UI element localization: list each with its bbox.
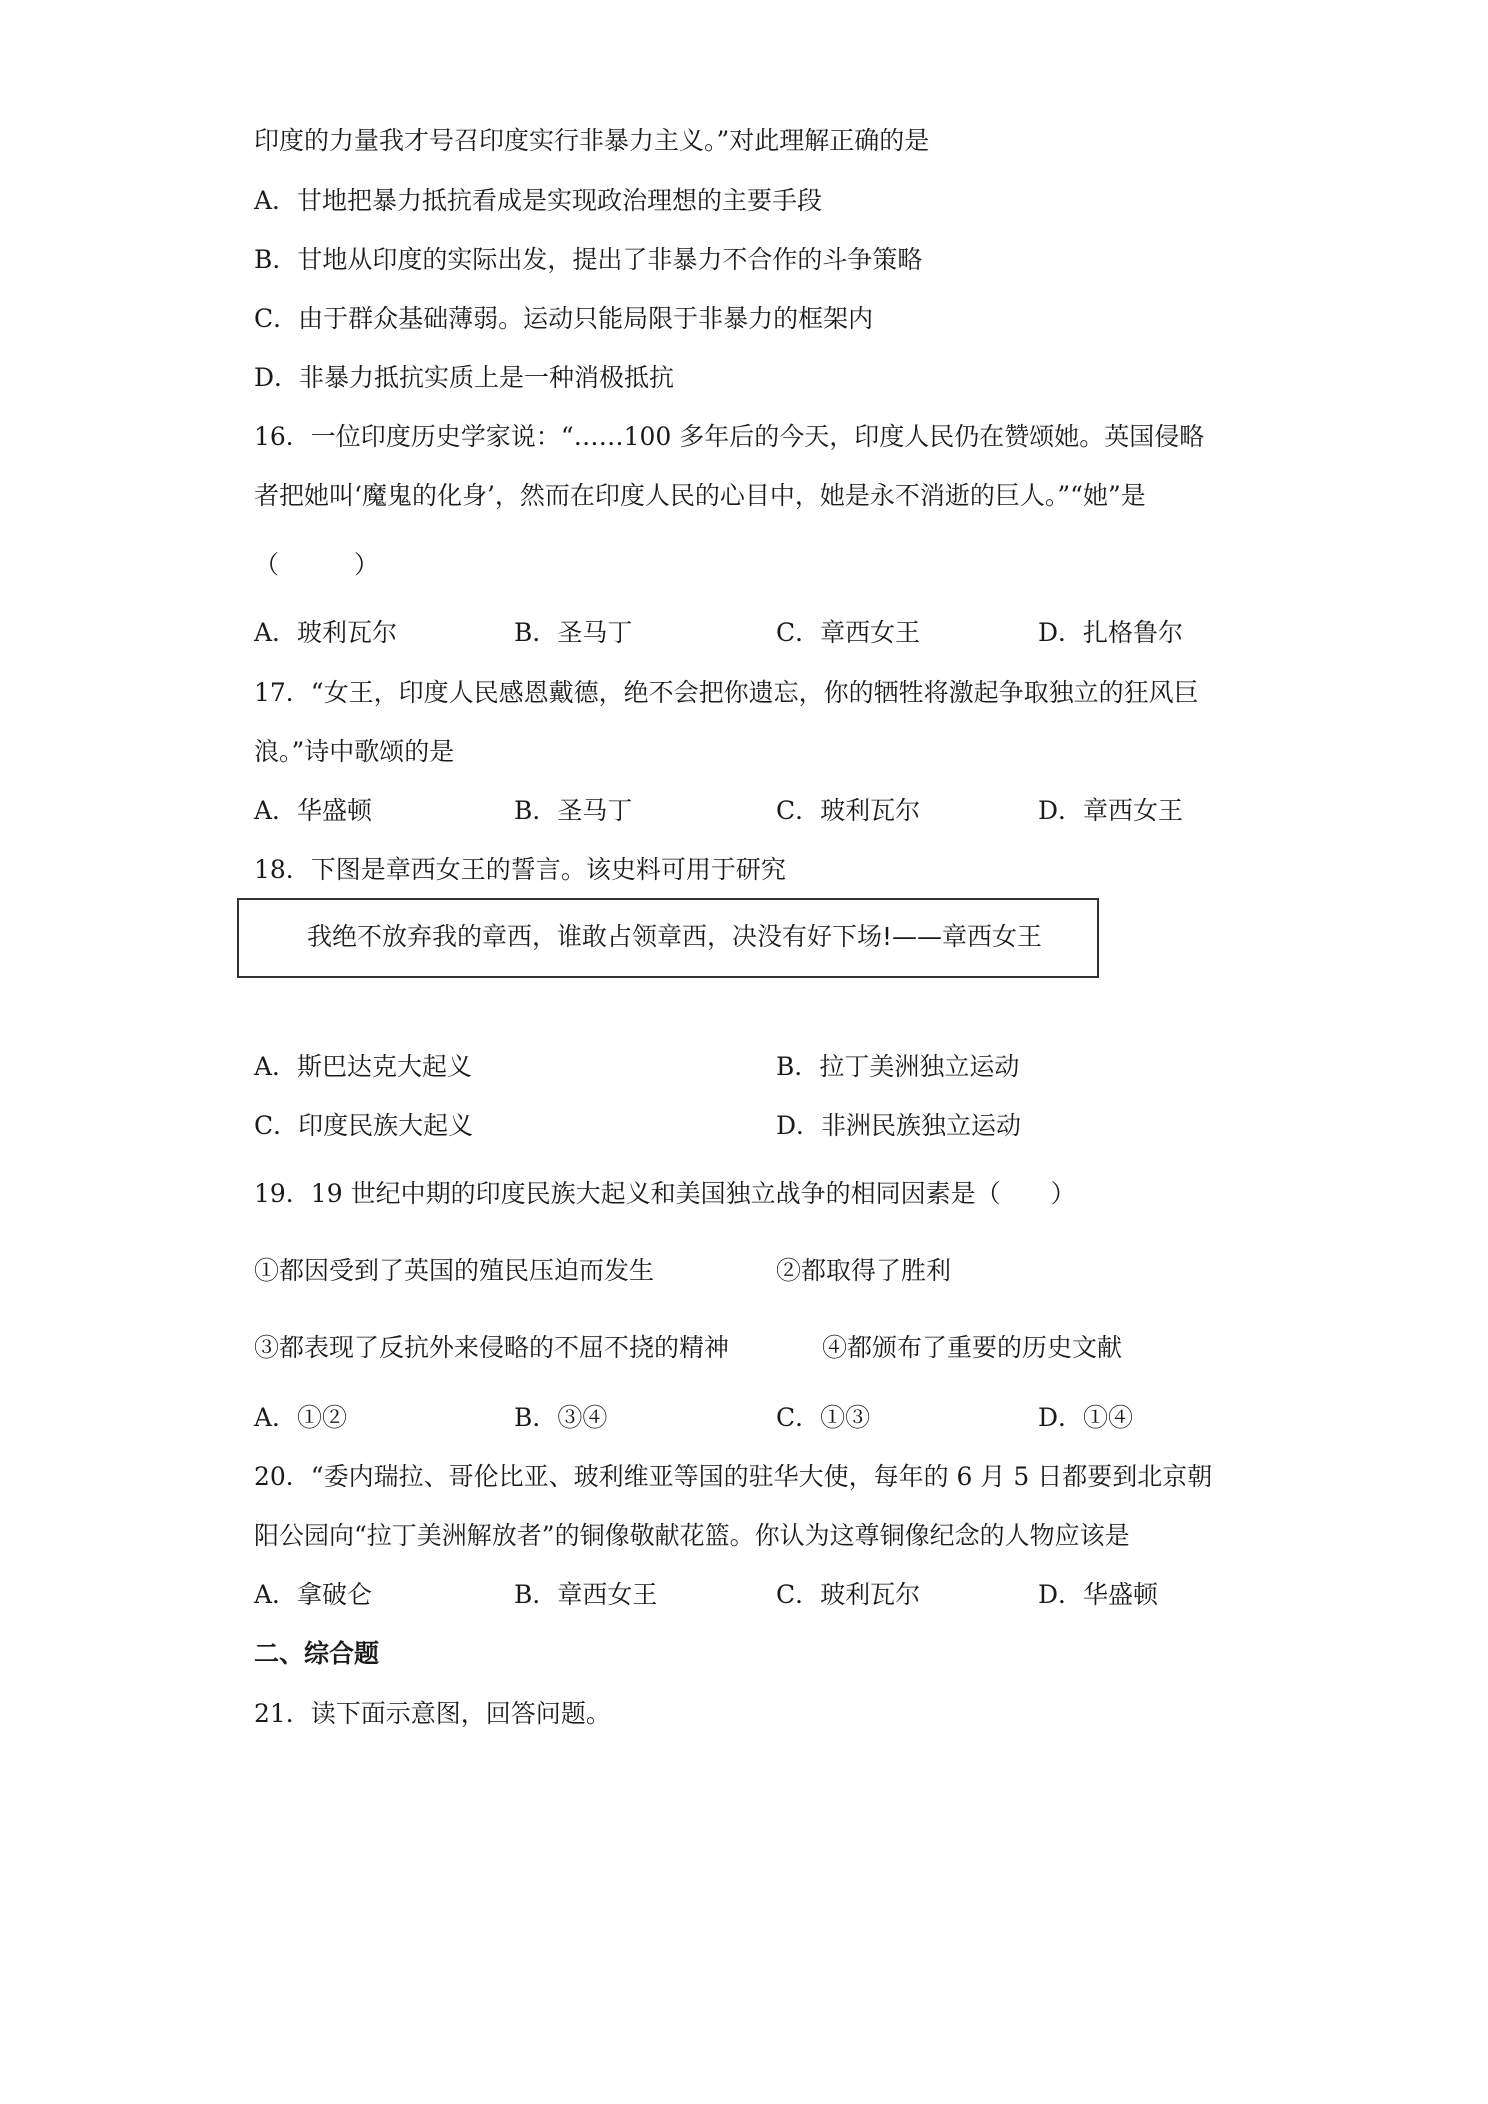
q19-option-d: D．①④ bbox=[1038, 1403, 1134, 1432]
q15-option-b: B．甘地从印度的实际出发，提出了非暴力不合作的斗争策略 bbox=[254, 245, 923, 274]
q18-stem: 18．下图是章西女王的誓言。该史料可用于研究 bbox=[254, 855, 786, 884]
q19-item-3: ③都表现了反抗外来侵略的不屈不挠的精神 bbox=[254, 1333, 730, 1362]
q20-option-a: A．拿破仑 bbox=[254, 1580, 373, 1609]
q15-option-d: D．非暴力抵抗实质上是一种消极抵抗 bbox=[254, 363, 675, 392]
q16-option-a: A．玻利瓦尔 bbox=[254, 618, 398, 647]
q18-option-a: A．斯巴达克大起义 bbox=[254, 1052, 473, 1081]
q20-stem-line2: 阳公园向“拉丁美洲解放者”的铜像敬献花篮。你认为这尊铜像纪念的人物应该是 bbox=[254, 1521, 1130, 1550]
q19-item-4: ④都颁布了重要的历史文献 bbox=[822, 1333, 1123, 1362]
q18-quote-text: 我绝不放弃我的章西，谁敢占领章西，决没有好下场!——章西女王 bbox=[307, 922, 1043, 951]
q18-option-b: B．拉丁美洲独立运动 bbox=[776, 1052, 1020, 1081]
q17-option-d: D．章西女王 bbox=[1038, 796, 1184, 825]
section-2-title: 二、综合题 bbox=[254, 1639, 380, 1668]
q16-option-d: D．扎格鲁尔 bbox=[1038, 618, 1184, 647]
q18-quote-box bbox=[237, 898, 1099, 978]
q20-stem-line1: 20．“委内瑞拉、哥伦比亚、玻利维亚等国的驻华大使，每年的 6 月 5 日都要到北京朝 bbox=[254, 1462, 1213, 1491]
q19-option-a: A．①② bbox=[254, 1403, 348, 1432]
q20-option-d: D．华盛顿 bbox=[1038, 1580, 1159, 1609]
q16-option-b: B．圣马丁 bbox=[514, 618, 633, 647]
q17-stem-line2: 浪。”诗中歌颂的是 bbox=[254, 737, 455, 766]
q21-stem: 21．读下面示意图，回答问题。 bbox=[254, 1699, 611, 1728]
q20-option-b: B．章西女王 bbox=[514, 1580, 658, 1609]
q15-option-a: A．甘地把暴力抵抗看成是实现政治理想的主要手段 bbox=[254, 186, 823, 215]
q19-option-b: B．③④ bbox=[514, 1403, 608, 1432]
q16-stem-line1: 16．一位印度历史学家说：“……100 多年后的今天，印度人民仍在赞颂她。英国侵略 bbox=[254, 422, 1205, 451]
q19-item-2: ②都取得了胜利 bbox=[776, 1256, 952, 1285]
q18-option-c: C．印度民族大起义 bbox=[254, 1111, 474, 1140]
q19-stem: 19．19 世纪中期的印度民族大起义和美国独立战争的相同因素是（ ） bbox=[254, 1179, 1076, 1208]
q15-option-c: C．由于群众基础薄弱。运动只能局限于非暴力的框架内 bbox=[254, 304, 874, 333]
q19-option-c: C．①③ bbox=[776, 1403, 871, 1432]
q17-stem-line1: 17．“女王，印度人民感恩戴德，绝不会把你遗忘，你的牺牲将激起争取独立的狂风巨 bbox=[254, 678, 1199, 707]
q17-option-a: A．华盛顿 bbox=[254, 796, 373, 825]
q17-option-b: B．圣马丁 bbox=[514, 796, 633, 825]
q18-option-d: D．非洲民族独立运动 bbox=[776, 1111, 1022, 1140]
q19-item-1: ①都因受到了英国的殖民压迫而发生 bbox=[254, 1256, 655, 1285]
q20-option-c: C．玻利瓦尔 bbox=[776, 1580, 921, 1609]
q15-stem-tail: 印度的力量我才号召印度实行非暴力主义。”对此理解正确的是 bbox=[254, 126, 930, 155]
q16-answer-blank: （ ） bbox=[254, 550, 380, 579]
q16-option-c: C．章西女王 bbox=[776, 618, 921, 647]
q16-stem-line2: 者把她叫‘魔鬼的化身’，然而在印度人民的心目中，她是永不消逝的巨人。”“她”是 bbox=[254, 481, 1146, 510]
q17-option-c: C．玻利瓦尔 bbox=[776, 796, 921, 825]
